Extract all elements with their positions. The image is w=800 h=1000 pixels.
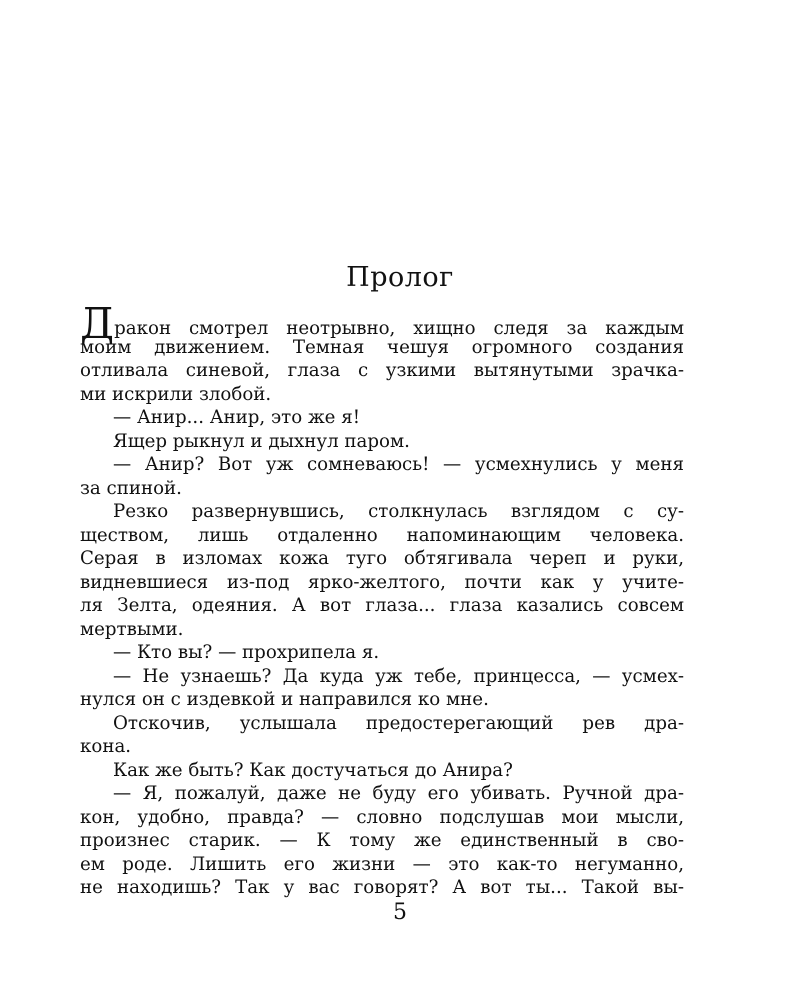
text-line: отливала синевой, глаза с узкими вытянутыми зрачка- bbox=[80, 360, 684, 381]
text-line: — Не узнаешь? Да куда уж тебе, принцесса, — усмех- bbox=[113, 665, 684, 687]
text-line: ем роде. Лишить его жизни — это как-то негуманно, bbox=[80, 853, 684, 875]
text-line: нулся он с издевкой и направился ко мне. bbox=[80, 689, 489, 710]
drop-cap: Д bbox=[80, 299, 115, 348]
text-line: — Кто вы? — прохрипела я. bbox=[113, 642, 380, 663]
text-line: Отскочив, услышала предостерегающий рев дра- bbox=[113, 712, 684, 734]
chapter-title: Пролог bbox=[346, 262, 454, 293]
text-line: за спиной. bbox=[80, 477, 182, 499]
text-line: ществом, лишь отдаленно напоминающим человека. bbox=[80, 524, 684, 546]
text-line: ля Зелта, одеяния. А вот глаза... глаза казались совсем bbox=[80, 595, 684, 616]
text-line: мертвыми. bbox=[80, 618, 184, 640]
text-line: Резко развернувшись, столкнулась взглядом с су- bbox=[113, 501, 684, 522]
text-line: Серая в изломах кожа туго обтягивала череп и руки, bbox=[80, 548, 684, 569]
text-line: видневшиеся из-под ярко-желтого, почти как у учите- bbox=[80, 571, 684, 593]
text-line: — Анир? Вот уж сомневаюсь! — усмехнулись у меня bbox=[113, 454, 684, 475]
text-line: — Я, пожалуй, даже не буду его убивать. Ручной дра- bbox=[113, 783, 684, 804]
text-line: кона. bbox=[80, 736, 132, 757]
text-line: произнес старик. — К тому же единственный в сво- bbox=[80, 830, 684, 851]
text-line: моим движением. Темная чешуя огромного создания bbox=[80, 336, 684, 358]
text-line: Ящер рыкнул и дыхнул паром. bbox=[113, 430, 410, 452]
page-number: 5 bbox=[393, 900, 407, 925]
text-line: Как же быть? Как достучаться до Анира? bbox=[113, 759, 513, 781]
line-text: ракон смотрел неотрывно, хищно следя за каждым bbox=[114, 318, 684, 339]
text-line: кон, удобно, правда? — словно подслушав мои мысли, bbox=[80, 806, 684, 828]
text-line: — Анир... Анир, это же я! bbox=[113, 407, 361, 428]
text-line: не находишь? Так у вас говорят? А вот ты... Такой вы- bbox=[80, 877, 684, 898]
text-line: ми искрили злобой. bbox=[80, 383, 272, 405]
body-text bbox=[80, 299, 684, 900]
